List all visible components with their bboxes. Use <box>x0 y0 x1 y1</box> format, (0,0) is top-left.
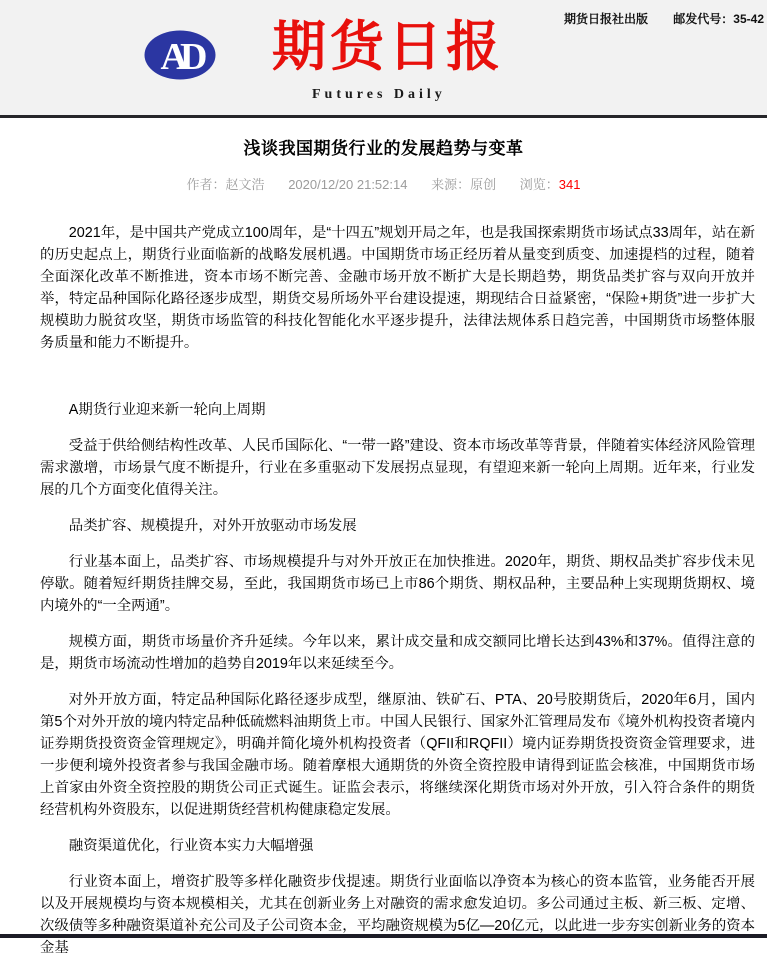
section-heading-upcycle: A期货行业迎来新一轮向上周期 <box>68 402 266 418</box>
section-heading-expansion: 品类扩容、规模提升，对外开放驱动市场发展 <box>68 518 357 534</box>
meta-views-count: 341 <box>558 177 581 192</box>
brand-name-english: Futures Daily <box>312 87 446 102</box>
paragraph-capital: 行业资本面上，增资扩股等多样化融资步伐提速。期货行业面临以净资本为核心的资本监管，业务能否开展以及开展规模均与资本规模相关，尤其在创新业务上对融资的需求愈发迫切。多公司通过主板、新三板、定增、次级债等多种融资渠道补充公司及子公司资本金，平均融资规模为5亿—20亿元，以此进一步夯实创新业务的资本金基 <box>40 874 755 956</box>
article-title: 浅谈我国期货行业的发展趋势与变革 <box>243 139 524 158</box>
logo-monogram: AD <box>160 36 200 78</box>
publisher-text: 期货日报社出版 <box>563 12 648 26</box>
page-bottom-cutoff-bar <box>0 934 767 938</box>
masthead <box>0 0 767 118</box>
meta-views-label: 浏览： <box>519 177 559 192</box>
meta-datetime: 2020/12/20 21:52:14 <box>288 177 408 192</box>
brand-name-chinese: 期货日报 <box>272 17 504 77</box>
paragraph-scale: 规模方面，期货市场量价齐升延续。今年以来，累计成交量和成交额同比增长达到43%和37%。值得注意的是，期货市场流动性增加的趋势自2019年以来延续至今。 <box>40 634 755 672</box>
postal-code-text: 邮发代号：35-42 <box>673 12 764 26</box>
meta-source <box>431 177 496 192</box>
meta-author-label: 作者： <box>186 177 226 192</box>
meta-source-label: 来源： <box>431 177 471 192</box>
article <box>0 134 767 959</box>
article-meta <box>0 174 767 193</box>
article-body <box>40 222 755 959</box>
futures-daily-logo-icon[interactable] <box>144 30 216 80</box>
paragraph-intro: 2021年，是中国共产党成立100周年，是“十四五”规划开局之年，也是我国探索期货市场试点33周年，站在新的历史起点上，期货行业面临新的战略发展机遇。中国期货市场正经历着从量变到质变、加速提档的过程，随着全面深化改革不断推进，资本市场不断完善、金融市场开放不断扩大是长期趋势，期货品类扩容与双向开放并举，特定品种国际化路径逐步成型，期货交易所场外平台建设提速，期现结合日益紧密，“保险+期货”进一步扩大规模助力脱贫攻坚，期货市场监管的科技化智能化水平逐步提升，法律法规体系日趋完善，中国期货市场整体服务质量和能力不断提升。 <box>40 225 755 351</box>
meta-views <box>520 177 581 192</box>
publication-info <box>564 10 764 27</box>
meta-source-value: 原创 <box>470 177 497 192</box>
meta-author-value: 赵文浩 <box>225 177 265 192</box>
section-heading-financing: 融资渠道优化，行业资本实力大幅增强 <box>68 838 314 854</box>
paragraph-fundamentals: 行业基本面上，品类扩容、市场规模提升与对外开放正在加快推进。2020年，期货、期权品类扩容步伐未见停歇。随着短纤期货挂牌交易，至此，我国期货市场已上市86个期货、期权品种，主要品种上实现期货期权、境内境外的“一全两通”。 <box>40 554 755 614</box>
meta-author <box>187 177 265 192</box>
paragraph-upcycle: 受益于供给侧结构性改革、人民币国际化、“一带一路”建设、资本市场改革等背景，伴随着实体经济风险管理需求激增，市场景气度不断提升，行业在多重驱动下发展拐点显现，有望迎来新一轮向上周期。近年来，行业发展的几个方面变化值得关注。 <box>40 438 755 498</box>
paragraph-opening-up: 对外开放方面，特定品种国际化路径逐步成型，继原油、铁矿石、PTA、20号胶期货后，2020年6月，国内第5个对外开放的境内特定品种低硫燃料油期货上市。中国人民银行、国家外汇管理局发布《境外机构投资者境内证券期货投资资金管理规定》，明确并简化境外机构投资者（QFII和RQFII）境内证券期货投资资金管理要求，进一步便利境外投资者参与我国金融市场。随着摩根大通期货的外资全资控股申请得到证监会核准，中国期货市场上首家由外资全资控股的期货公司正式诞生。证监会表示，将继续深化期货市场对外开放，引入符合条件的期货经营机构外资股东，以促进期货经营机构健康稳定发展。 <box>40 692 755 818</box>
